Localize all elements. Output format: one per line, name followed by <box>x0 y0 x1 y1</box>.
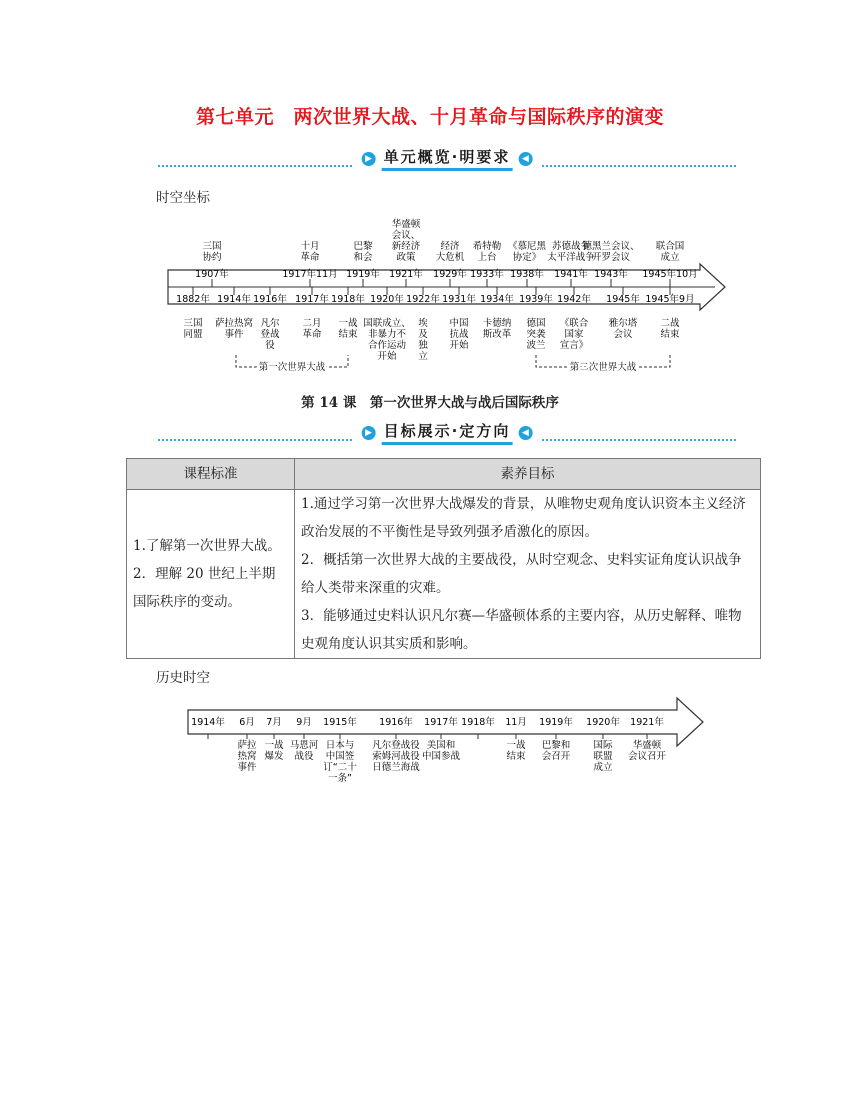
goal-item: 1.通过学习第一次世界大战爆发的背景，从唯物史观角度认识资本主义经济政治发展的不平衡性是导致列强矛盾激化的原因。 <box>301 496 746 540</box>
event-label: 三国同盟 <box>183 318 203 340</box>
year-label: 1929年 <box>433 269 467 280</box>
event-label: 一战结束 <box>506 740 526 762</box>
goal-item: 3．能够通过史料认识凡尔赛—华盛顿体系的主要内容，从历史解释、唯物史观角度认识其实质和影响。 <box>301 608 742 652</box>
year-label: 1918年 <box>331 294 365 305</box>
event-label: 苏德战争太平洋战争 <box>547 241 595 263</box>
year-label: 1941年 <box>554 269 588 280</box>
goals-cell <box>295 490 761 659</box>
overview-banner <box>158 146 736 172</box>
table-header-goal: 素养目标 <box>295 459 761 490</box>
event-label: 萨拉热窝事件 <box>237 740 257 773</box>
event-label: 卡德纳斯改革 <box>482 318 512 340</box>
event-label: 中国抗战开始 <box>449 318 469 351</box>
timeline-label: 时空坐标 <box>156 190 210 206</box>
event-label: 二月革命 <box>302 318 322 340</box>
goals-banner <box>158 420 736 446</box>
standard-item: 2．理解 20 世纪上半期国际秩序的变动。 <box>133 566 276 610</box>
event-label: 希特勒上台 <box>472 241 502 263</box>
event-label: 华盛顿会议召开 <box>627 740 667 762</box>
date-label: 1918年 <box>461 717 495 728</box>
unit-title: 第七单元 两次世界大战、十月革命与国际秩序的演变 <box>195 106 664 128</box>
year-label: 1943年 <box>594 269 628 280</box>
event-label: 凡尔登战役 <box>260 318 280 351</box>
year-label: 1914年 <box>217 294 251 305</box>
year-label: 1917年11月 <box>282 269 338 280</box>
year-label: 1916年 <box>253 294 287 305</box>
event-label: 二战结束 <box>660 318 680 340</box>
event-label: 马恩河战役 <box>289 740 319 762</box>
year-label: 1945年10月 <box>642 269 698 280</box>
date-label: 11月 <box>505 717 527 728</box>
year-label: 1907年 <box>195 269 229 280</box>
event-label: 德国突袭波兰 <box>526 318 546 351</box>
goal-item: 2．概括第一次世界大战的主要战役，从时空观念、史料实证角度认识战争给人类带来深重的灾难。 <box>301 552 742 596</box>
event-label: 德黑兰会议、开罗会议 <box>582 241 640 263</box>
date-label: 9月 <box>296 717 312 728</box>
event-label: 埃及独立 <box>418 318 428 362</box>
date-label: 7月 <box>266 717 282 728</box>
goals-table <box>126 458 761 659</box>
event-label: 巴黎和会召开 <box>541 740 571 762</box>
event-label: 联合国成立 <box>655 241 685 263</box>
lesson-title: 第 14 课 第一次世界大战与战后国际秩序 <box>301 395 559 411</box>
year-label: 1938年 <box>510 269 544 280</box>
event-label: 日本与中国签订“二十一条” <box>323 740 357 784</box>
date-label: 1920年 <box>586 717 620 728</box>
unit-timeline <box>160 212 730 374</box>
event-label: 十月革命 <box>300 241 320 263</box>
date-label: 1917年 <box>424 717 458 728</box>
year-label: 1942年 <box>557 294 591 305</box>
date-label: 1915年 <box>323 717 357 728</box>
year-label: 1920年 <box>370 294 404 305</box>
year-label: 1931年 <box>442 294 476 305</box>
event-label: 美国和中国参战 <box>421 740 461 762</box>
chevron-right-icon: ▶ <box>362 152 376 166</box>
event-label: 华盛顿会议、新经济政策 <box>391 219 421 263</box>
year-label: 1882年 <box>176 294 210 305</box>
date-label: 1921年 <box>630 717 664 728</box>
history-timeline <box>182 696 707 808</box>
year-label: 1922年 <box>406 294 440 305</box>
event-label: 雅尔塔会议 <box>608 318 638 340</box>
event-label: 巴黎和会 <box>353 241 373 263</box>
event-label: 经济大危机 <box>435 241 465 263</box>
banner-label: 目标展示·定方向 <box>382 420 513 445</box>
table-header-standard: 课程标准 <box>127 459 295 490</box>
year-label: 1939年 <box>519 294 553 305</box>
year-label: 1919年 <box>346 269 380 280</box>
event-label: 一战爆发 <box>264 740 284 762</box>
year-label: 1945年 <box>606 294 640 305</box>
year-label: 1921年 <box>389 269 423 280</box>
date-label: 6月 <box>239 717 255 728</box>
date-label: 1916年 <box>379 717 413 728</box>
event-label: 《联合国家宣言》 <box>559 318 589 351</box>
ww1-label: 第一次世界大战 <box>258 362 326 373</box>
chevron-left-icon: ◀ <box>518 152 532 166</box>
event-label: 《慕尼黑协定》 <box>507 241 547 263</box>
event-label: 国际联盟成立 <box>593 740 613 773</box>
history-label: 历史时空 <box>156 670 210 686</box>
event-label: 一战结束 <box>338 318 358 340</box>
banner-label: 单元概览·明要求 <box>382 146 513 171</box>
event-label: 三国协约 <box>202 241 222 263</box>
year-label: 1917年 <box>295 294 329 305</box>
year-label: 1933年 <box>470 269 504 280</box>
year-label: 1945年9月 <box>645 294 695 305</box>
date-label: 1914年 <box>191 717 225 728</box>
date-label: 1919年 <box>539 717 573 728</box>
chevron-left-icon: ◀ <box>518 426 532 440</box>
chevron-right-icon: ▶ <box>362 426 376 440</box>
ww2-label: 第二次世界大战 <box>569 362 637 373</box>
standards-cell <box>127 490 295 659</box>
event-label: 凡尔登战役索姆河战役日德兰海战 <box>372 740 420 773</box>
event-label: 国联成立、非暴力不合作运动开始 <box>363 318 411 362</box>
standard-item: 1.了解第一次世界大战。 <box>133 538 281 554</box>
year-label: 1934年 <box>480 294 514 305</box>
event-label: 萨拉热窝事件 <box>214 318 254 340</box>
